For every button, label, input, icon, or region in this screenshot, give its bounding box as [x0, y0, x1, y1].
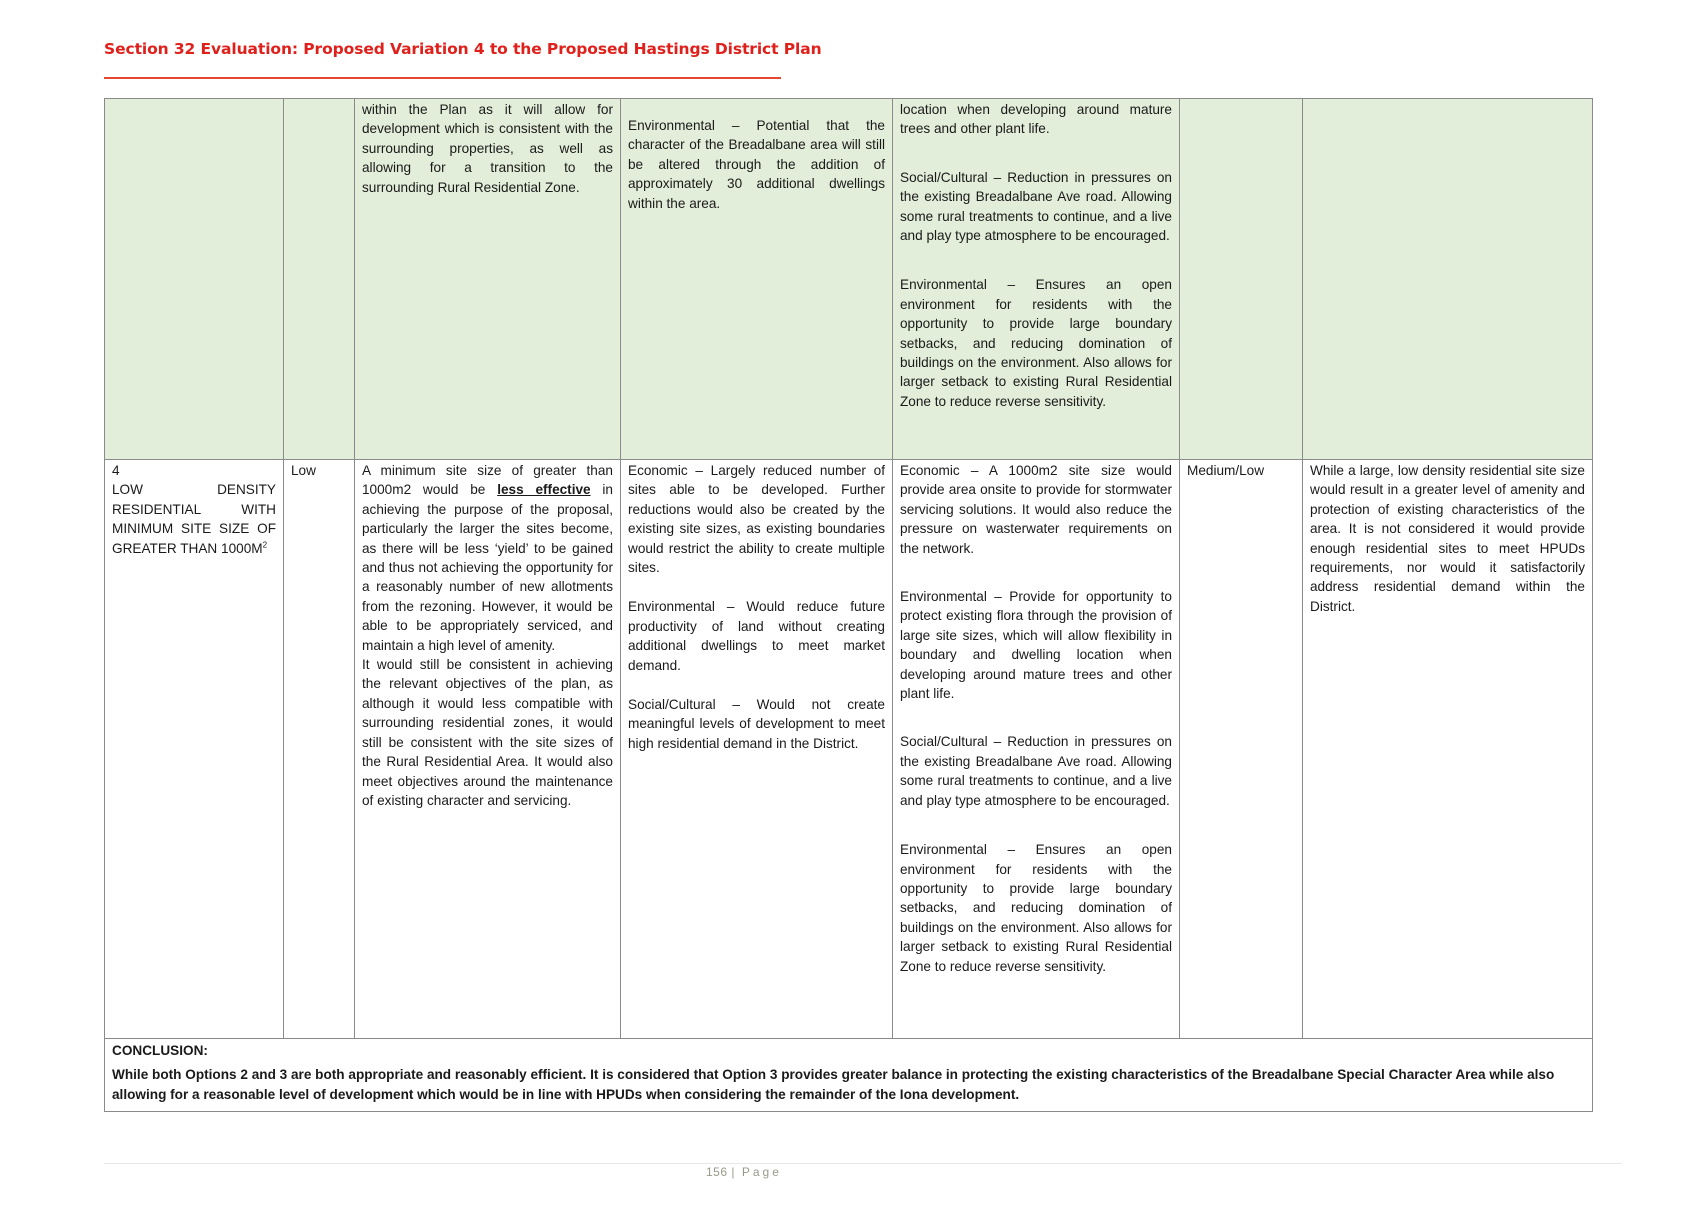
rating-cell — [284, 99, 355, 460]
option-number: 4 — [112, 463, 120, 478]
document-section-title: Section 32 Evaluation: Proposed Variation 4 to the Proposed Hastings District Plan — [104, 40, 822, 58]
benefit-social-cultural: Social/Cultural – Reduction in pressures on the existing Breadalbane Ave road. Allowing some rural treatments to continue, and a live and play type atmosphere to be encouraged. — [900, 734, 1172, 808]
option-title-line: GREATER THAN $1000M^2$ — [112, 540, 268, 556]
benefit-continued: location when developing around mature trees and other plant life. — [900, 102, 1172, 137]
option-title-line: LOW DENSITY — [112, 482, 276, 498]
effectiveness-text: within the Plan as it will allow for development which is consistent with the surrounding properties, as well as allowing for a transition to the surrounding Rural Residential Zone. — [362, 102, 613, 195]
costs-cell — [621, 460, 893, 1039]
efficiency-cell — [1180, 99, 1303, 460]
effectiveness-text: A minimum site size of greater than 1000m2 would be less effective in achieving the purpose of the proposal, particularly the larger the sites become, as there will be less ‘yield’ to be gained and thus not achieving the opportunity for a reasonably number of new allotments from the rezoning. However, it would be able to be appropriately serviced, and maintain a high level of amenity. — [362, 463, 613, 653]
effectiveness-text-2: It would still be consistent in achieving the relevant objectives of the plan, as although it would less compatible with surrounding residential zones, it would still be consistent with the site sizes of the Rural Residential Area. It would also meet objectives around the maintenance of existing character and servicing. — [362, 657, 613, 808]
page-footer — [706, 1165, 782, 1179]
benefits-cell — [893, 460, 1180, 1039]
table-row-option-4 — [105, 460, 1593, 1039]
benefit-environmental: Environmental – Provide for opportunity to protect existing flora through the provision of large site sizes, which will allow flexibility in boundary and dwelling location when developing around mature trees and other plant life. — [900, 589, 1172, 702]
benefit-social-cultural: Social/Cultural – Reduction in pressures on the existing Breadalbane Ave road. Allowing some rural treatments to continue, and a live and play type atmosphere to be encouraged. — [900, 169, 1172, 244]
footer-separator: | — [731, 1165, 735, 1179]
page-header — [104, 40, 822, 58]
efficiency-cell: Medium/Low — [1180, 460, 1303, 1039]
conclusion-cell — [105, 1039, 1593, 1112]
effectiveness-cell — [355, 460, 621, 1039]
cost-environmental: Environmental – Would reduce future productivity of land without creating additional dwellings to meet market demand. — [628, 599, 885, 673]
costs-cell — [621, 99, 893, 460]
summary-cell: While a large, low density residential site size would result in a greater level of amenity and protection of existing characteristics of the area. It is not considered it would provide enough residential sites to meet HPUDs requirements, nor would it satisfactorily address residential demand within the District. — [1303, 460, 1593, 1039]
benefits-cell — [893, 99, 1180, 460]
table-row-continued — [105, 99, 1593, 460]
conclusion-row — [105, 1039, 1593, 1112]
benefit-environmental: Environmental – Ensures an open environment for residents with the opportunity to provide large boundary setbacks, and reducing domination of buildings on the environment. Also allows for larger setback to existing Rural Residential Zone to reduce reverse sensitivity. — [900, 277, 1172, 409]
emphasis-less-effective: less effective — [497, 482, 591, 498]
conclusion-heading: CONCLUSION: — [112, 1043, 208, 1058]
option-title-line: MINIMUM SITE SIZE OF — [112, 521, 276, 537]
option-title-line: RESIDENTIAL WITH — [112, 501, 276, 517]
rating-cell: Low — [284, 460, 355, 1039]
footer-rule — [104, 1163, 1622, 1164]
effectiveness-cell — [355, 99, 621, 460]
cost-social-cultural: Social/Cultural – Would not create meaningful levels of development to meet high residential demand in the District. — [628, 697, 885, 751]
evaluation-table — [104, 98, 1593, 1112]
page-label: Page — [741, 1165, 782, 1179]
benefit-environmental-2: Environmental – Ensures an open environment for residents with the opportunity to provide large boundary setbacks, and reducing domination of buildings on the environment. Also allows for larger setback to existing Rural Residential Zone to reduce reverse sensitivity. — [900, 842, 1172, 974]
summary-cell — [1303, 99, 1593, 460]
conclusion-text: While both Options 2 and 3 are both appropriate and reasonably efficient. It is considered that Option 3 provides greater balance in protecting the existing characteristics of the Breadalbane Special Character Area while also allowing for a reasonable level of development which would be in line with HPUDs when considering the remainder of the Iona development. — [112, 1067, 1555, 1102]
benefit-economic: Economic – A 1000m2 site size would provide area onsite to provide for stormwater servicing solutions. It would also reduce the pressure on wasterwater requirements on the network. — [900, 463, 1172, 556]
option-cell — [105, 99, 284, 460]
cost-environmental: Environmental – Potential that the character of the Breadalbane area will still be altered through the addition of approximately 30 additional dwellings within the area. — [628, 118, 885, 211]
cost-economic: Economic – Largely reduced number of sites able to be developed. Further reductions would also be created by the existing site sizes, as existing boundaries would restrict the ability to create multiple sites. — [628, 463, 885, 576]
option-cell — [105, 460, 284, 1039]
page-number: 156 — [706, 1165, 728, 1179]
header-rule — [104, 77, 781, 79]
